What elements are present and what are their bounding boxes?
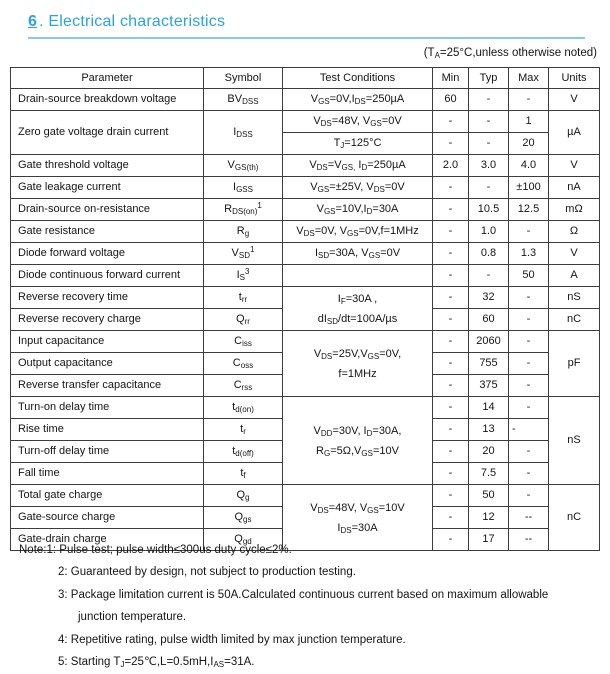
typ-cell: 3.0 bbox=[469, 155, 509, 177]
symbol-cell: $R_g$ bbox=[204, 221, 283, 243]
symbol-cell: $Q_{rr}$ bbox=[204, 309, 283, 331]
section-title bbox=[28, 13, 225, 31]
min-cell: - bbox=[433, 507, 469, 529]
min-cell: - bbox=[433, 375, 469, 397]
cond-cell bbox=[283, 287, 433, 331]
param-cell: Turn-off delay time bbox=[11, 441, 204, 463]
max-cell: 20 bbox=[509, 133, 549, 155]
cond-cell: $V_{DS}=V_{GS,}$ $I_D=250\mu A$ bbox=[283, 155, 433, 177]
symbol-cell: $Q_{gs}$ bbox=[204, 507, 283, 529]
symbol-cell: $t_{rr}$ bbox=[204, 287, 283, 309]
max-cell: 1.3 bbox=[509, 243, 549, 265]
min-cell: - bbox=[433, 133, 469, 155]
cond-line: $V_{DS}=48V$, $V_{GS}=10V$ bbox=[310, 501, 405, 515]
header-cell-min: Min bbox=[433, 68, 469, 89]
table-row bbox=[11, 89, 600, 111]
typ-cell: 12 bbox=[469, 507, 509, 529]
max-cell: -- bbox=[509, 507, 549, 529]
max-cell: - bbox=[509, 309, 549, 331]
table-row bbox=[11, 485, 600, 507]
min-cell: - bbox=[433, 529, 469, 551]
symbol-cell: $t_f$ bbox=[204, 463, 283, 485]
table-row bbox=[11, 177, 600, 199]
param-cell: Zero gate voltage drain current bbox=[11, 111, 204, 155]
typ-cell: - bbox=[469, 265, 509, 287]
table-row bbox=[11, 155, 600, 177]
typ-cell: 0.8 bbox=[469, 243, 509, 265]
param-cell: Diode continuous forward current bbox=[11, 265, 204, 287]
param-cell: Rise time bbox=[11, 419, 204, 441]
typ-cell: 50 bbox=[469, 485, 509, 507]
units-cell: V bbox=[549, 155, 600, 177]
typ-cell: 10.5 bbox=[469, 199, 509, 221]
min-cell: 60 bbox=[433, 89, 469, 111]
units-cell: pF bbox=[549, 331, 600, 397]
units-cell: V bbox=[549, 89, 600, 111]
header-cell-test-conditions: Test Conditions bbox=[283, 68, 433, 89]
max-cell: 50 bbox=[509, 265, 549, 287]
table-header-row bbox=[11, 68, 600, 89]
cond-cell: $V_{DS}=0V$, $V_{GS}=0V,f=1MHz$ bbox=[283, 221, 433, 243]
units-cell: µA bbox=[549, 111, 600, 155]
units-cell: nS bbox=[549, 397, 600, 485]
max-cell: -- bbox=[509, 529, 549, 551]
typ-cell: 14 bbox=[469, 397, 509, 419]
min-cell: - bbox=[433, 353, 469, 375]
symbol-cell: $t_{d(on)}$ bbox=[204, 397, 283, 419]
cond-line: $V_{DD}=30V$, $I_D=30A$, bbox=[313, 424, 402, 438]
max-cell: - bbox=[509, 353, 549, 375]
max-cell: - bbox=[509, 485, 549, 507]
max-cell: - bbox=[509, 287, 549, 309]
table-row bbox=[11, 265, 600, 287]
units-cell: nC bbox=[549, 485, 600, 551]
param-cell: Total gate charge bbox=[11, 485, 204, 507]
min-cell: - bbox=[433, 287, 469, 309]
typ-cell: 60 bbox=[469, 309, 509, 331]
min-cell: - bbox=[433, 397, 469, 419]
units-cell: nA bbox=[549, 177, 600, 199]
max-cell: - bbox=[509, 89, 549, 111]
cond-cell: $V_{GS}=\pm 25V$, $V_{DS}=0V$ bbox=[283, 177, 433, 199]
symbol-cell: $V_{GS(th)}$ bbox=[204, 155, 283, 177]
symbol-cell: $Q_{gd}$ bbox=[204, 529, 283, 551]
table-row bbox=[11, 331, 600, 353]
param-cell: Input capacitance bbox=[11, 331, 204, 353]
table-row bbox=[11, 287, 600, 309]
param-cell: Gate-source charge bbox=[11, 507, 204, 529]
table-row bbox=[11, 111, 600, 133]
param-cell: Gate leakage current bbox=[11, 177, 204, 199]
note-line: 5: Starting $T_J=25℃,L=0.5mH,I_{AS}=31A$. bbox=[58, 656, 255, 670]
symbol-cell: $BV_{DSS}$ bbox=[204, 89, 283, 111]
cond-cell bbox=[283, 265, 433, 287]
max-cell: - bbox=[509, 441, 549, 463]
typ-cell: 32 bbox=[469, 287, 509, 309]
electrical-characteristics-table bbox=[10, 67, 600, 551]
header-cell-typ: Typ bbox=[469, 68, 509, 89]
header-cell-units: Units bbox=[549, 68, 600, 89]
table-row bbox=[11, 221, 600, 243]
cond-cell bbox=[283, 397, 433, 485]
typ-cell: 2060 bbox=[469, 331, 509, 353]
param-cell: Gate resistance bbox=[11, 221, 204, 243]
cond-cell: $T_J=125^\circ C$ bbox=[283, 133, 433, 155]
min-cell: - bbox=[433, 441, 469, 463]
param-cell: Fall time bbox=[11, 463, 204, 485]
symbol-cell: $C_{oss}$ bbox=[204, 353, 283, 375]
footnotes bbox=[0, 539, 548, 673]
table-row bbox=[11, 397, 600, 419]
max-cell: - bbox=[509, 331, 549, 353]
cond-line: $R_G=5\Omega,V_{GS}=10V$ bbox=[316, 444, 399, 458]
cond-line: $I_F=30A$ , bbox=[337, 292, 378, 306]
max-cell: 1 bbox=[509, 111, 549, 133]
cond-cell: $V_{GS}=10V,I_D=30A$ bbox=[283, 199, 433, 221]
typ-cell: 375 bbox=[469, 375, 509, 397]
cond-cell: $V_{DS}=48V$, $V_{GS}=0V$ bbox=[283, 111, 433, 133]
units-cell: V bbox=[549, 243, 600, 265]
max-cell: ±100 bbox=[509, 177, 549, 199]
param-cell: Output capacitance bbox=[11, 353, 204, 375]
min-cell: - bbox=[433, 309, 469, 331]
header-cell-max: Max bbox=[509, 68, 549, 89]
param-cell: Diode forward voltage bbox=[11, 243, 204, 265]
units-cell: Ω bbox=[549, 221, 600, 243]
section-title-text: . Electrical characteristics bbox=[39, 13, 226, 30]
symbol-cell: $t_r$ bbox=[204, 419, 283, 441]
max-cell: - bbox=[509, 463, 549, 485]
param-cell: Turn-on delay time bbox=[11, 397, 204, 419]
typ-cell: 20 bbox=[469, 441, 509, 463]
symbol-cell: $t_{d(off)}$ bbox=[204, 441, 283, 463]
symbol-cell: $I_{GSS}$ bbox=[204, 177, 283, 199]
test-condition-note: ($T_A=25^\circ C,unless$ otherwise noted) bbox=[423, 47, 597, 60]
units-cell: nC bbox=[549, 309, 600, 331]
param-cell: Gate threshold voltage bbox=[11, 155, 204, 177]
cond-line: $dI_{SD}/dt=100A/\mu s$ bbox=[317, 312, 398, 326]
max-cell: - bbox=[509, 419, 549, 441]
param-cell: Drain-source on-resistance bbox=[11, 199, 204, 221]
cond-line: $I_{DS}=30A$ bbox=[337, 521, 378, 535]
symbol-cell: $R_{DS(on)}^1$ bbox=[204, 199, 283, 221]
typ-cell: 7.5 bbox=[469, 463, 509, 485]
cond-cell bbox=[283, 331, 433, 397]
title-underline-rule bbox=[28, 37, 585, 39]
units-cell: nS bbox=[549, 287, 600, 309]
symbol-cell: $C_{iss}$ bbox=[204, 331, 283, 353]
min-cell: - bbox=[433, 331, 469, 353]
table-row bbox=[11, 199, 600, 221]
max-cell: - bbox=[509, 375, 549, 397]
cond-cell: $V_{GS}=0V,I_{DS}=250\mu A$ bbox=[283, 89, 433, 111]
header-cell-parameter: Parameter bbox=[11, 68, 204, 89]
min-cell: - bbox=[433, 265, 469, 287]
max-cell: 12.5 bbox=[509, 199, 549, 221]
typ-cell: - bbox=[469, 89, 509, 111]
max-cell: - bbox=[509, 397, 549, 419]
cond-cell: $I_{SD}=30A$, $V_{GS}=0V$ bbox=[283, 243, 433, 265]
min-cell: - bbox=[433, 199, 469, 221]
min-cell: - bbox=[433, 111, 469, 133]
table-row bbox=[11, 243, 600, 265]
param-cell: Reverse recovery charge bbox=[11, 309, 204, 331]
max-cell: - bbox=[509, 221, 549, 243]
param-cell: Reverse transfer capacitance bbox=[11, 375, 204, 397]
typ-cell: - bbox=[469, 177, 509, 199]
symbol-cell: $Q_g$ bbox=[204, 485, 283, 507]
param-cell: Drain-source breakdown voltage bbox=[11, 89, 204, 111]
max-cell: 4.0 bbox=[509, 155, 549, 177]
note-line: 4: Repetitive rating, pulse width limited by max junction temperature. bbox=[58, 633, 406, 646]
typ-cell: 1.0 bbox=[469, 221, 509, 243]
min-cell: - bbox=[433, 485, 469, 507]
typ-cell: 755 bbox=[469, 353, 509, 375]
param-cell: Reverse recovery time bbox=[11, 287, 204, 309]
cond-line: $V_{DS}=25V,V_{GS}=0V$, bbox=[313, 347, 402, 361]
typ-cell: 13 bbox=[469, 419, 509, 441]
min-cell: - bbox=[433, 419, 469, 441]
param-cell: Gate-drain charge bbox=[11, 529, 204, 551]
symbol-cell: $C_{rss}$ bbox=[204, 375, 283, 397]
min-cell: - bbox=[433, 463, 469, 485]
parameters-table bbox=[10, 67, 600, 551]
cond-line: f=1MHz bbox=[338, 367, 377, 380]
min-cell: - bbox=[433, 243, 469, 265]
header-cell-symbol: Symbol bbox=[204, 68, 283, 89]
min-cell: - bbox=[433, 177, 469, 199]
min-cell: - bbox=[433, 221, 469, 243]
typ-cell: - bbox=[469, 133, 509, 155]
typ-cell: - bbox=[469, 111, 509, 133]
symbol-cell: $I_{DSS}$ bbox=[204, 111, 283, 155]
typ-cell: 17 bbox=[469, 529, 509, 551]
units-cell: A bbox=[549, 265, 600, 287]
note-line: 2: Guaranteed by design, not subject to production testing. bbox=[58, 566, 356, 579]
symbol-cell: $I_S^3$ bbox=[204, 265, 283, 287]
note-line: 3: Package limitation current is 50A.Calculated continuous current based on maximum allowable bbox=[58, 588, 549, 601]
section-number: 6 bbox=[28, 13, 38, 30]
note-line: Note:1: Pulse test; pulse width≤300us duty cycle≤2%. bbox=[19, 544, 292, 556]
note-line: junction temperature. bbox=[78, 611, 187, 624]
min-cell: 2.0 bbox=[433, 155, 469, 177]
units-cell: mΩ bbox=[549, 199, 600, 221]
symbol-cell: $V_{SD}^1$ bbox=[204, 243, 283, 265]
